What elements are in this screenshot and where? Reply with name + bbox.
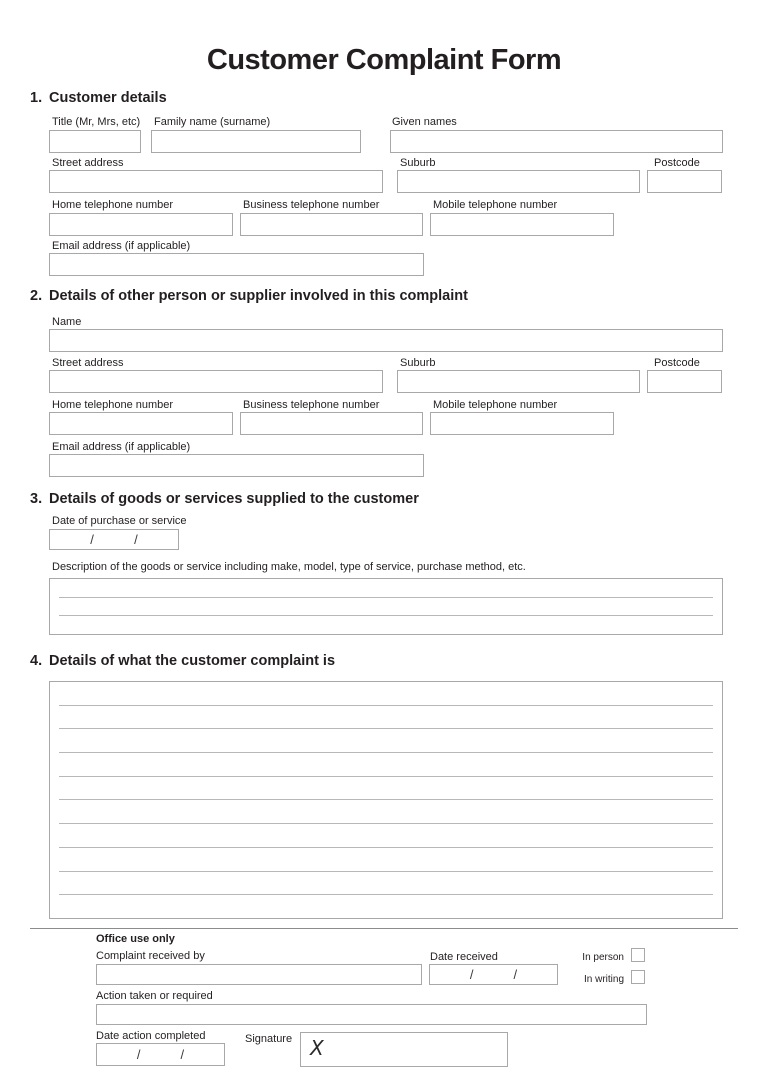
customer-title-input[interactable] [49, 130, 141, 153]
customer-family-name-input[interactable] [151, 130, 361, 153]
in-writing-label: In writing [583, 974, 624, 985]
date-separator: / [513, 967, 518, 982]
customer-given-names-input[interactable] [390, 130, 723, 153]
complaint-details-area[interactable] [49, 681, 723, 919]
other-postcode-label: Postcode [654, 357, 700, 369]
customer-mobile-phone-label: Mobile telephone number [433, 199, 558, 211]
customer-home-phone-input[interactable] [49, 213, 233, 236]
other-street-address-label: Street address [52, 357, 124, 369]
in-writing-checkbox[interactable] [631, 970, 645, 984]
page-title: Customer Complaint Form [206, 44, 562, 76]
action-taken-input[interactable] [96, 1004, 647, 1025]
customer-suburb-input[interactable] [397, 170, 640, 193]
other-mobile-phone-label: Mobile telephone number [433, 399, 558, 411]
section-4-heading [30, 653, 335, 669]
purchase-date-input[interactable] [49, 529, 179, 550]
section-2-heading [30, 288, 468, 304]
section-4-title: Details of what the customer complaint is [49, 653, 336, 669]
office-use-only-heading: Office use only [96, 933, 175, 945]
rule-line [59, 894, 713, 895]
customer-street-address-label: Street address [52, 157, 124, 169]
in-person-checkbox[interactable] [631, 948, 645, 962]
in-person-label: In person [582, 952, 624, 963]
other-suburb-input[interactable] [397, 370, 640, 393]
other-name-input[interactable] [49, 329, 723, 352]
other-email-input[interactable] [49, 454, 424, 477]
rule-line [59, 705, 713, 706]
date-separator: / [469, 967, 474, 982]
customer-postcode-label: Postcode [654, 157, 700, 169]
other-home-phone-label: Home telephone number [52, 399, 174, 411]
complaint-received-by-label: Complaint received by [96, 950, 205, 962]
date-separator: / [134, 532, 138, 547]
customer-postcode-input[interactable] [647, 170, 722, 193]
customer-given-names-label: Given names [392, 116, 457, 128]
rule-line [59, 597, 713, 598]
rule-line [59, 728, 713, 729]
purchase-date-label: Date of purchase or service [52, 515, 187, 527]
action-taken-label: Action taken or required [96, 990, 213, 1002]
other-mobile-phone-input[interactable] [430, 412, 614, 435]
rule-line [59, 823, 713, 824]
other-home-phone-input[interactable] [49, 412, 233, 435]
other-postcode-input[interactable] [647, 370, 722, 393]
signature-label: Signature [245, 1033, 293, 1045]
other-business-phone-label: Business telephone number [243, 399, 380, 411]
customer-business-phone-input[interactable] [240, 213, 423, 236]
customer-email-label: Email address (if applicable) [52, 240, 191, 252]
customer-mobile-phone-input[interactable] [430, 213, 614, 236]
date-received-label: Date received [430, 951, 498, 963]
section-2-title: Details of other person or supplier involved in this complaint [49, 288, 468, 304]
customer-home-phone-label: Home telephone number [52, 199, 174, 211]
customer-suburb-label: Suburb [400, 157, 436, 169]
customer-street-address-input[interactable] [49, 170, 383, 193]
other-email-label: Email address (if applicable) [52, 441, 191, 453]
section-2-number: 2. [30, 288, 43, 304]
customer-family-name-label: Family name (surname) [154, 116, 271, 128]
office-section-divider [30, 928, 738, 929]
signature-mark: X [310, 1036, 324, 1060]
section-3-heading [30, 491, 419, 507]
rule-line [59, 799, 713, 800]
date-separator: / [136, 1047, 141, 1062]
other-street-address-input[interactable] [49, 370, 383, 393]
section-1-title: Customer details [49, 90, 167, 106]
complaint-received-by-input[interactable] [96, 964, 422, 985]
date-action-completed-label: Date action completed [96, 1030, 206, 1042]
customer-business-phone-label: Business telephone number [243, 199, 380, 211]
goods-description-area[interactable] [49, 578, 723, 635]
goods-description-label: Description of the goods or service including make, model, type of service, purchase method, etc. [52, 561, 526, 573]
section-3-number: 3. [30, 491, 43, 507]
date-received-input[interactable] [429, 964, 558, 985]
rule-line [59, 847, 713, 848]
other-suburb-label: Suburb [400, 357, 436, 369]
rule-line [59, 615, 713, 616]
section-4-number: 4. [30, 653, 43, 669]
other-business-phone-input[interactable] [240, 412, 423, 435]
date-separator: / [90, 532, 94, 547]
section-1-number: 1. [30, 90, 43, 106]
date-action-completed-input[interactable] [96, 1043, 225, 1066]
date-separator: / [180, 1047, 185, 1062]
signature-area[interactable] [300, 1032, 508, 1067]
customer-email-input[interactable] [49, 253, 424, 276]
customer-title-label: Title (Mr, Mrs, etc) [52, 116, 141, 128]
section-1-heading [30, 90, 167, 106]
rule-line [59, 752, 713, 753]
rule-line [59, 871, 713, 872]
section-3-title: Details of goods or services supplied to the customer [49, 491, 419, 507]
other-name-label: Name [52, 316, 82, 328]
rule-line [59, 776, 713, 777]
